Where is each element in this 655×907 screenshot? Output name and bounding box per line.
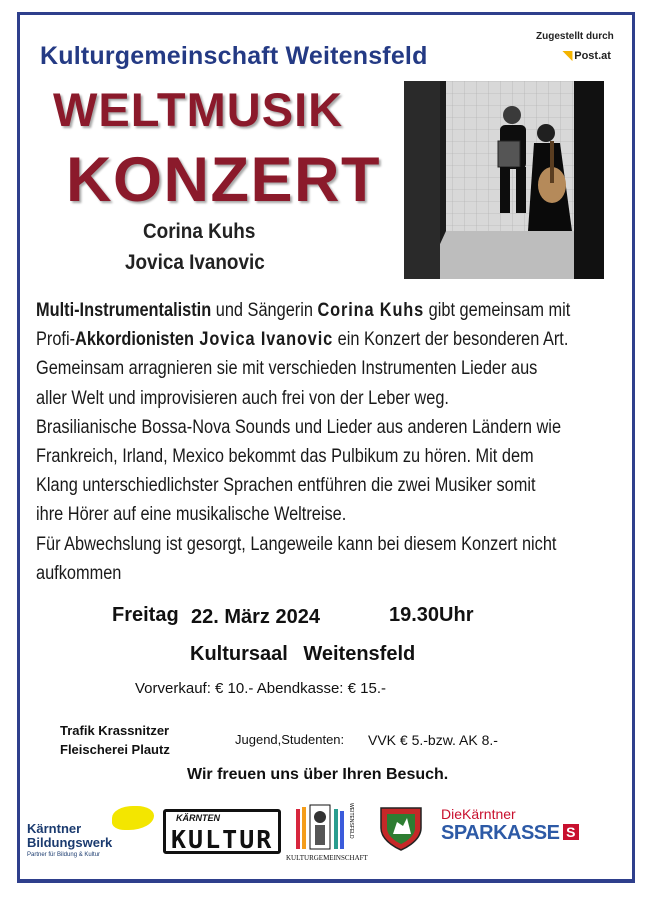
title-konzert: KONZERT: [66, 145, 381, 215]
artist-name-1: Corina Kuhs: [143, 220, 256, 243]
kbw-name-1: Kärntner: [27, 821, 82, 836]
musicians-photo: [404, 81, 604, 279]
youth-price: VVK € 5.-bzw. AK 8.-: [368, 732, 498, 748]
description-line: aufkommen: [36, 562, 122, 584]
concert-description: [36, 296, 629, 588]
organization-title: Kulturgemeinschaft Weitensfeld: [40, 42, 428, 70]
description-line: Multi-Instrumentalistin und Sängerin Corina Kuhs gibt gemeinsam mit: [36, 300, 571, 321]
artist-name-2: Jovica Ivanovic: [125, 251, 265, 274]
presale-shops: [60, 721, 170, 759]
kk-big-text: KULTUR: [171, 825, 274, 854]
sparkasse-top-text: DieKärntner: [441, 806, 516, 822]
kulturgemeinschaft-logo: [286, 803, 368, 863]
description-line: Profi-Akkordionisten Jovica Ivanovic ein Konzert der besonderen Art.: [36, 329, 569, 351]
kgw-text: KULTURGEMEINSCHAFT: [286, 854, 368, 862]
kbw-name-2: Bildungswerk: [27, 835, 113, 850]
description-line: ihre Hörer auf eine musikalische Weltreise.: [36, 504, 347, 526]
kk-small-text: KÄRNTEN: [176, 813, 220, 823]
kbw-tagline: Partner für Bildung & Kultur: [27, 852, 101, 858]
description-line: Frankreich, Irland, Mexico bekommt das Pulbikum zu hören. Mit dem: [36, 446, 534, 468]
description-line: Brasilianische Bossa-Nova Sounds und Lieder aus anderen Ländern wie: [36, 416, 562, 438]
event-day: Freitag: [112, 604, 179, 626]
sparkasse-main-text: SPARKASSE S: [441, 822, 616, 845]
event-date: 22. März 2024: [191, 606, 320, 628]
kaerntner-bildungswerk-logo: [27, 810, 157, 860]
description-line: Gemeinsam arragnieren sie mit verschieden Instrumenten Lieder aus: [36, 358, 538, 380]
presale-shop: Fleischerei Plautz: [60, 742, 170, 757]
post-horn-icon: ◥: [563, 48, 573, 62]
post-logo: [563, 48, 611, 62]
youth-label: Jugend,Studenten:: [235, 732, 345, 747]
description-line: aller Welt und improvisieren auch frei von der Leber weg.: [36, 387, 449, 409]
thanks-message: Wir freuen uns über Ihren Besuch.: [187, 766, 449, 783]
presale-shop: Trafik Krassnitzer: [60, 723, 170, 738]
event-time: 19.30Uhr: [389, 604, 474, 626]
kgw-side-text: WEITENSFELD: [348, 803, 354, 839]
description-line: Für Abwechslung ist gesorgt, Langeweile kann bei diesem Konzert nicht: [36, 533, 557, 555]
description-line: Klang unterschiedlichster Sprachen entführen die zwei Musiker somit: [36, 475, 536, 497]
post-label: Zugestellt durch: [536, 31, 614, 42]
ticket-prices: Vorverkauf: € 10.- Abendkasse: € 15.-: [135, 680, 386, 697]
weitensfeld-crest-logo: [377, 804, 425, 852]
post-logo-text: Post.at: [574, 50, 611, 62]
kaerntner-sparkasse-logo: [441, 806, 616, 851]
sparkasse-s-icon: S: [563, 824, 579, 840]
event-venue: Kultursaal Weitensfeld: [190, 643, 416, 665]
title-weltmusik: WELTMUSIK: [53, 83, 344, 136]
kaernten-kultur-logo: [163, 809, 281, 854]
